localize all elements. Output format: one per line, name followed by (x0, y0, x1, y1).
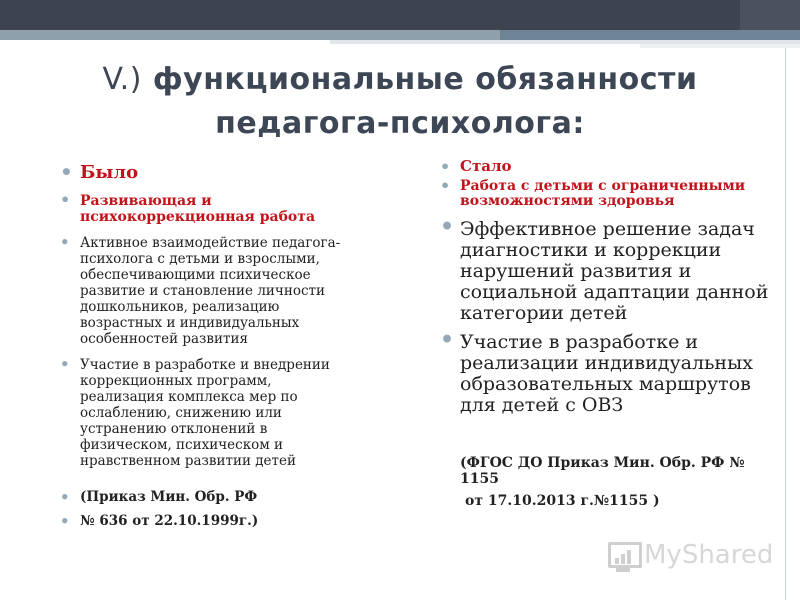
left-reference (60, 488, 360, 536)
bullet-icon: • (440, 327, 455, 353)
right-subheading: • Работа с детьми с ограниченными возможностями здоровья (440, 176, 746, 209)
right-paragraph-1: • Эффективное решение задач диагностики и коррекции нарушений развития и социальной адаптации данной категории детей (440, 214, 769, 324)
right-paragraph-2: • Участие в разработке и реализации индивидуальных образовательных маршрутов для детей с ОВЗ (440, 327, 753, 416)
header-stripe-segment (500, 30, 800, 40)
header-stripe-lighter (640, 44, 800, 48)
bullet-icon: • (60, 512, 70, 530)
right-heading: • Стало (440, 157, 512, 176)
watermark-text: MyShared (644, 540, 774, 570)
header-stripe (0, 30, 800, 40)
left-ref-line-2: • № 636 от 22.10.1999г.) (60, 512, 259, 530)
title-main: функциональные обязанности педагога-психолога: (141, 62, 698, 141)
top-bar-accent (740, 0, 800, 30)
bullet-icon: • (60, 190, 71, 209)
right-ref-line-1: (ФГОС ДО Приказ Мин. Обр. РФ № 1155 (460, 455, 745, 487)
left-heading: • Было (60, 160, 139, 184)
watermark (606, 535, 773, 575)
bullet-icon: • (440, 157, 451, 176)
monitor-chart-icon (606, 538, 640, 572)
left-ref-line-1: • (Приказ Мин. Обр. РФ (60, 488, 258, 506)
left-paragraph-2: • Участие в разработке и внедрении коррекционных программ, реализация комплекса мер по ослаблению, снижению или устранению отклонений в физическом, психическом и нравственном развитии детей (60, 355, 330, 469)
right-column (440, 158, 780, 424)
title-prefix: V.) (102, 62, 142, 97)
left-column (60, 160, 355, 479)
top-bar (0, 0, 800, 30)
bullet-icon: • (440, 214, 455, 240)
right-border (785, 48, 800, 600)
bullet-icon: • (60, 160, 73, 184)
right-ref-line-2: от 17.10.2013 г.№1155 ) (465, 493, 660, 509)
bullet-icon: • (440, 176, 451, 195)
left-subheading: • Развивающая и психокоррекционная работа (60, 190, 316, 225)
bullet-icon: • (60, 355, 70, 373)
left-paragraph-1: • Активное взаимодействие педагога-психолога с детьми и взрослыми, обеспечивающими психическое развитие и становление личности дошкольников, реализацию возрастных и индивидуальных особенностей развития (60, 233, 341, 347)
bullet-icon: • (60, 233, 70, 251)
bullet-icon: • (60, 488, 70, 506)
slide-title (40, 58, 760, 146)
